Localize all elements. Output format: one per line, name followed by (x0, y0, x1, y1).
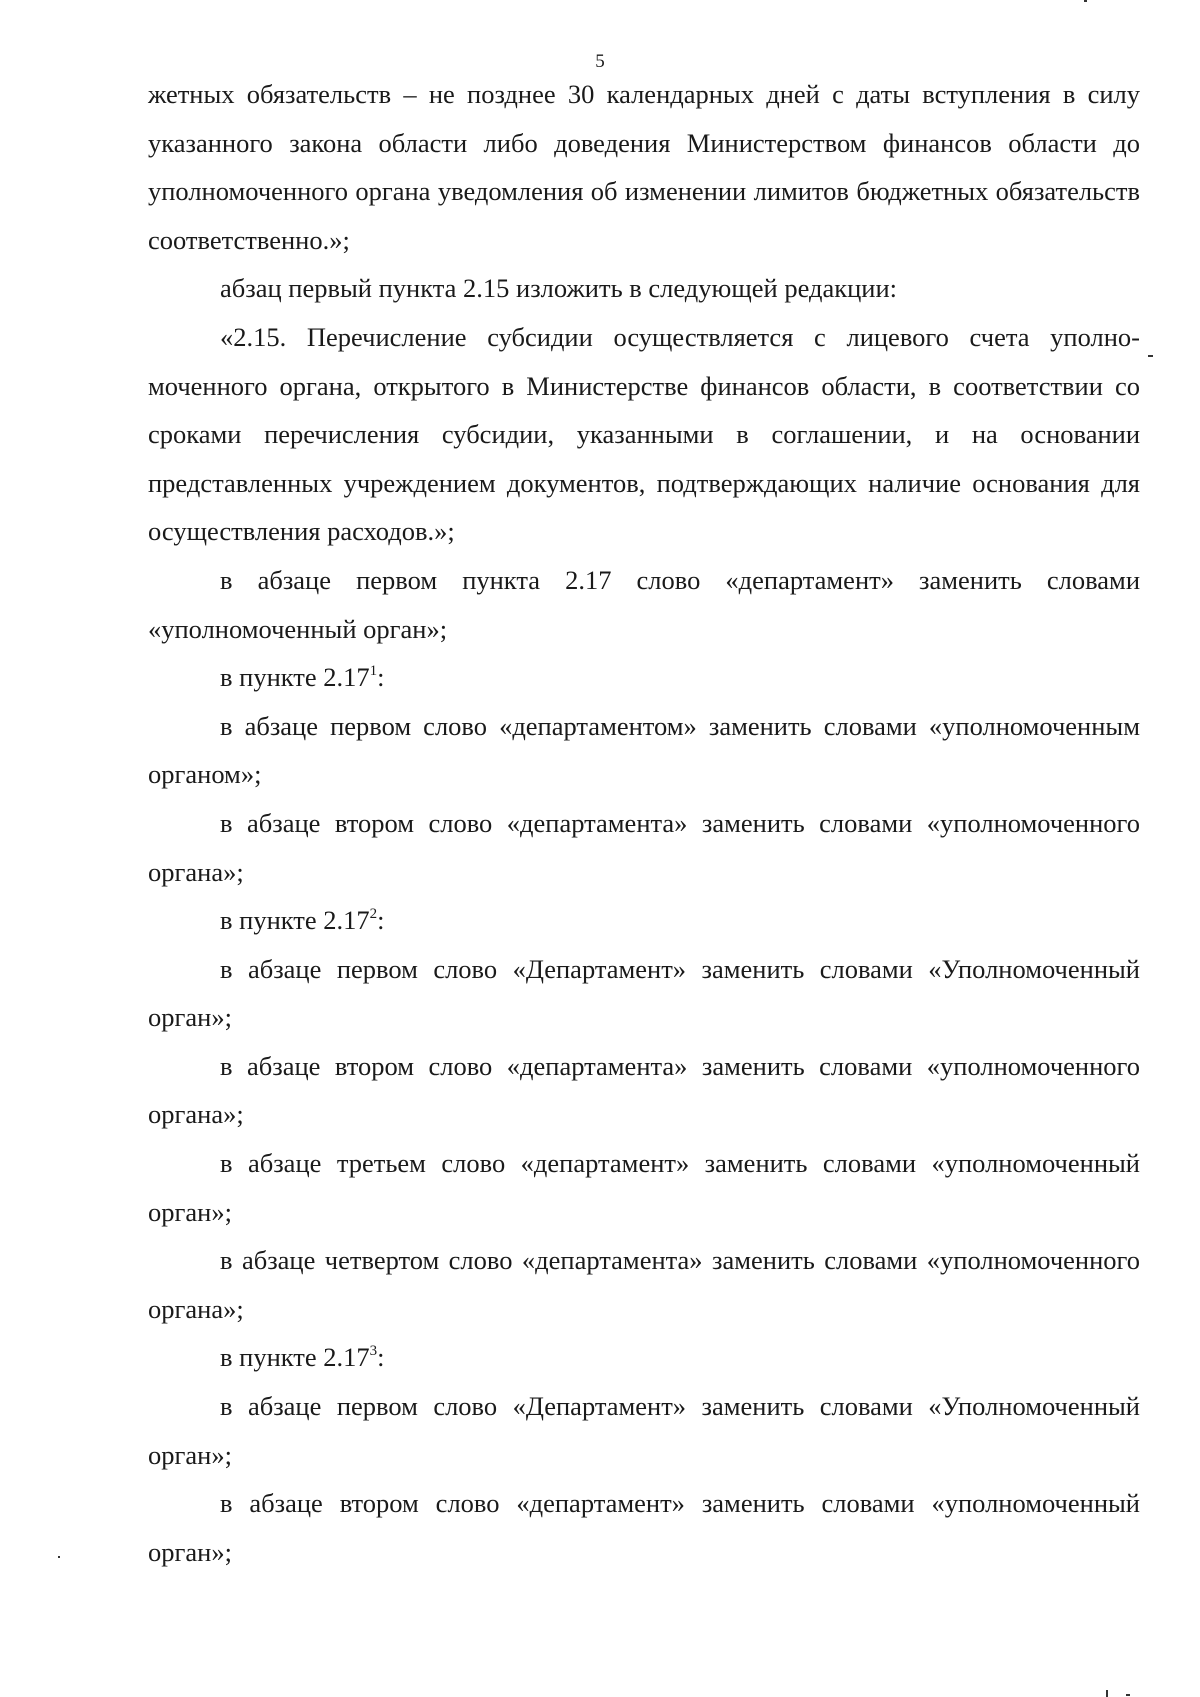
paragraph-continuation (148, 70, 1140, 264)
clause-superscript: 2 (369, 906, 378, 923)
paragraph-amendment (148, 945, 1140, 1042)
paragraph-amendment (148, 1382, 1140, 1479)
scan-artifact (1084, 0, 1087, 2)
paragraph-text: «2.15. Перечисление субсидии осуществляется с лицевого счета уполномоченного органа, открытого в Министерстве финансов области, в соответствии со сроками перечисления субсидии, указанными в соглашении, и на основании представленных учреждением документов, подтверждающих наличие основания для осуществления расходов.»; (148, 321, 1140, 547)
paragraph-clause-heading (148, 1333, 1140, 1382)
paragraph-text: абзац первый пункта 2.15 изложить в следующей редакции: (220, 273, 898, 304)
paragraph-tail: : (377, 662, 385, 693)
paragraph-text: в пункте 2.17 (220, 662, 370, 693)
paragraph-amendment (148, 264, 1140, 313)
paragraph-text: в абзаце первом слово «Департамент» заменить словами «Уполномоченный орган»; (148, 953, 1140, 1033)
paragraph-text: в абзаце третьем слово «департамент» заменить словами «уполномоченный орган»; (148, 1148, 1140, 1227)
document-body (148, 70, 1140, 1576)
page-number: 5 (595, 51, 605, 72)
paragraph-clause-heading (148, 653, 1140, 702)
paragraph-text: в абзаце втором слово «департамента» заменить словами «уполномоченного органа»; (148, 807, 1140, 887)
paragraph-clause-heading (148, 896, 1140, 945)
paragraph-amendment (148, 1139, 1140, 1236)
paragraph-amendment (148, 702, 1140, 799)
paragraph-text: в абзаце втором слово «департамент» заменить словами «уполномоченный орган»; (148, 1488, 1140, 1567)
scan-artifact (1126, 1694, 1130, 1696)
paragraph-text: в абзаце втором слово «департамента» заменить словами «уполномоченного органа»; (148, 1050, 1140, 1130)
paragraph-amendment (148, 799, 1140, 896)
scan-artifact (1148, 355, 1153, 357)
paragraph-amendment (148, 1236, 1140, 1333)
scan-artifact (58, 1556, 60, 1558)
clause-superscript: 3 (369, 1343, 378, 1360)
paragraph-text: в абзаце первом пункта 2.17 слово «департамент» заменить словами «уполномоченный орган»; (148, 564, 1140, 644)
paragraph-text: в пункте 2.17 (220, 1342, 370, 1373)
paragraph-tail: : (377, 1342, 385, 1373)
paragraph-amendment (148, 1479, 1140, 1576)
paragraph-text: в пункте 2.17 (220, 905, 370, 936)
paragraph-text: в абзаце четвертом слово «департамента» заменить словами «уполномоченного органа»; (148, 1245, 1140, 1324)
paragraph-amendment (148, 1042, 1140, 1139)
paragraph-text: в абзаце первом слово «департаментом» заменить словами «уполномоченным органом»; (148, 710, 1140, 790)
paragraph-text: жетных обязательств – не позднее 30 календарных дней с даты вступления в силу указанного закона области либо доведения Министерством финансов области до уполномоченного органа уведомления об изменении лимитов бюджетных обязательств соответственно.»; (148, 79, 1140, 255)
paragraph-amendment (148, 556, 1140, 653)
paragraph-tail: : (377, 905, 385, 936)
scan-artifact (1106, 1690, 1108, 1697)
paragraph-text: в абзаце первом слово «Департамент» заменить словами «Уполномоченный орган»; (148, 1391, 1140, 1470)
paragraph-quoted-clause (148, 313, 1140, 556)
clause-superscript: 1 (369, 663, 378, 680)
